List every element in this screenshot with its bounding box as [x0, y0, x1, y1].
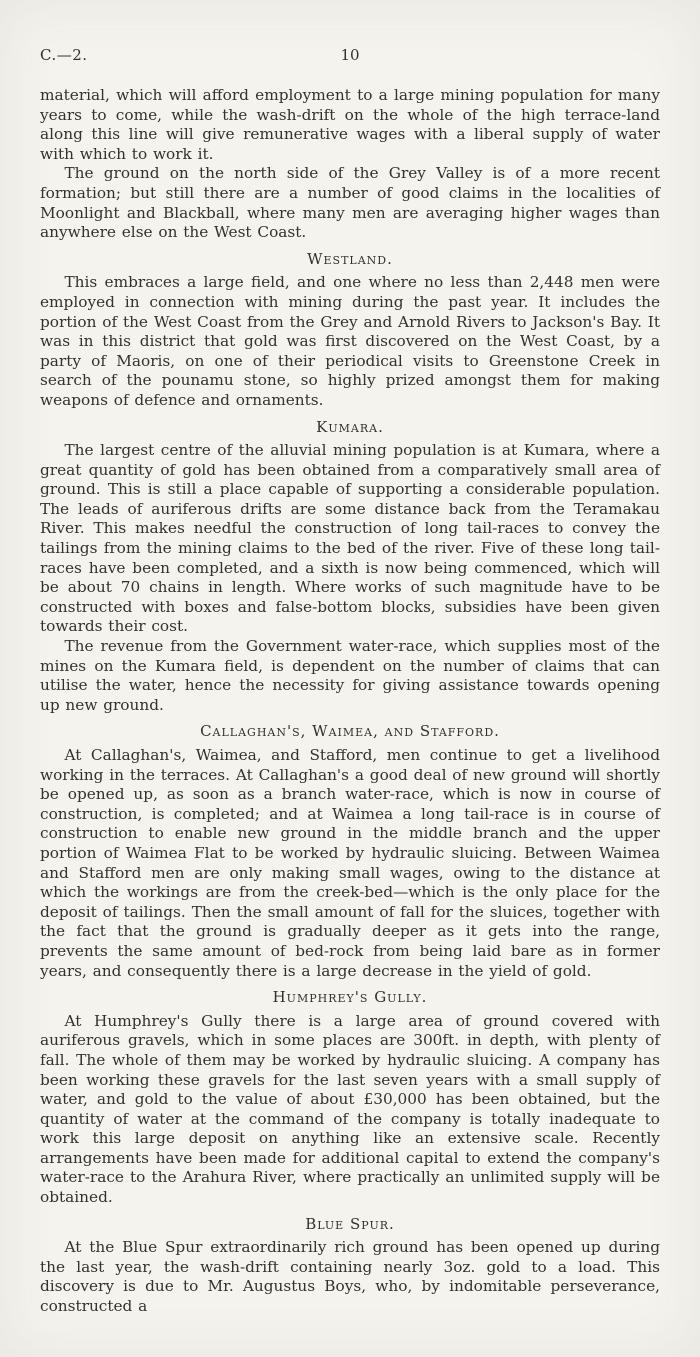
- paragraph-continuation: material, which will afford employment to a large mining population for many years to come, while the wash-drift on the whole of the high terrace-land along this line will give remunerative wages with a liberal supply of water with which to work it.: [40, 86, 660, 163]
- section-heading-blue-spur: Blue Spur.: [305, 1214, 395, 1233]
- paragraph-grey-valley: The ground on the north side of the Grey Valley is of a more recent formation; but still there are a number of good claims in the localities of Moonlight and Blackball, where many men are averaging higher wages than anywhere else on the West Coast.: [40, 164, 660, 242]
- paragraph-kumara-2: The revenue from the Government water-race, which supplies most of the mines on the Kumara field, is dependent on the number of claims that can utilise the water, hence the necessity for giving assistance towards opening up new ground.: [40, 637, 660, 714]
- doc-reference: C.—2.: [40, 46, 88, 64]
- page-number: 10: [340, 46, 360, 64]
- paragraph-callaghans-waimea-stafford: At Callaghan's, Waimea, and Stafford, men continue to get a livelihood working in the terraces. At Callaghan's a good deal of new ground will shortly be opened up, as soon as a branch water-race, which is now in course of construction, is completed; and at Waimea a long tail-race is in course of construction to enable new ground in the middle branch and the upper portion of Waimea Flat to be worked by hydraulic sluicing. Between Waimea and Stafford men are only making small wages, owing to the distance at which the workings are from the creek-bed—which is the only place for the deposit of tailings. Then the small amount of fall for the sluices, together with the fact that the ground is gradually deeper as it gets into the range, prevents the same amount of bed-rock from being laid bare as in former years, and consequently there is a large decrease in the yield of gold.: [40, 746, 660, 980]
- paragraph-westland: This embraces a large field, and one where no less than 2,448 men were employed in connection with mining during the past year. It includes the portion of the West Coast from the Grey and Arnold Rivers to Jackson's Bay. It was in this district that gold was first discovered on the West Coast, by a party of Maoris, on one of their periodical visits to Greenstone Creek in search of the pounamu stone, so highly prized amongst them for making weapons of defence and ornaments.: [40, 273, 660, 409]
- section-heading-humphreys-gully: Humphrey's Gully.: [272, 988, 428, 1007]
- section-heading-callaghans-waimea-stafford: Callaghan's, Waimea, and Stafford.: [200, 722, 500, 741]
- paragraph-blue-spur: At the Blue Spur extraordinarily rich ground has been opened up during the last year, the wash-drift containing nearly 3oz. gold to a load. This discovery is due to Mr. Augustus Boys, who, by indomitable perseverance, constructed a: [40, 1238, 660, 1316]
- paragraph-kumara-1: The largest centre of the alluvial mining population is at Kumara, where a great quantity of gold has been obtained from a comparatively small area of ground. This is still a place capable of supporting a considerable population. The leads of auriferous drifts are some distance back from the Teramakau River. This makes needful the construction of long tail-races to convey the tailings from the mining claims to the bed of the river. Five of these long tail-races have been completed, and a sixth is now being commenced, which will be about 70 chains in length. Where works of such magnitude have to be constructed with boxes and false-bottom blocks, subsidies have been given towards their cost.: [40, 441, 660, 636]
- section-heading-westland: Westland.: [307, 249, 393, 268]
- page-body: [40, 86, 660, 1317]
- section-heading-kumara: Kumara.: [316, 417, 384, 436]
- page-header: [40, 46, 660, 70]
- paragraph-humphreys-gully: At Humphrey's Gully there is a large area of ground covered with auriferous gravels, which in some places are 300ft. in depth, with plenty of fall. The whole of them may be worked by hydraulic sluicing. A company has been working these gravels for the last seven years with a small supply of water, and gold to the value of about £30,000 has been obtained, but the quantity of water at the command of the company is totally inadequate to work this large deposit on anything like an extensive scale. Recently arrangements have been made for additional capital to extend the company's water-race to the Arahura River, where practically an unlimited supply will be obtained.: [40, 1011, 660, 1207]
